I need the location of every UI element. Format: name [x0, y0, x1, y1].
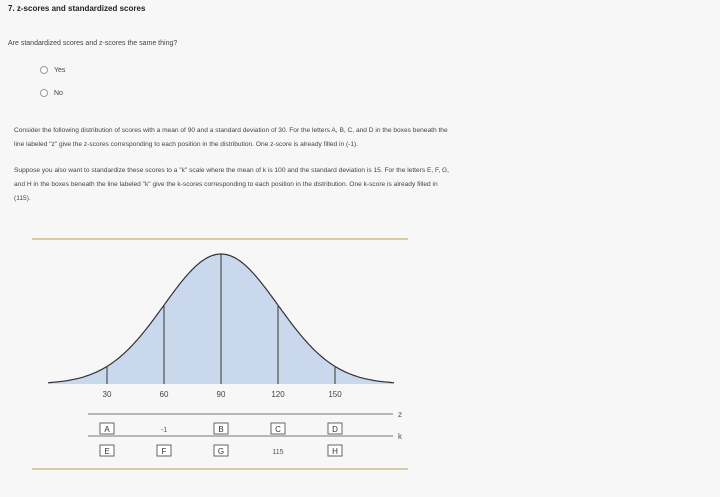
k-axis-label: k	[398, 432, 402, 441]
instructions-z-line2: line labeled "z" give the z-scores corresponding to each position in the distribution. One z-score is already filled in (-1).	[14, 141, 359, 148]
k-box-e-label: E	[104, 447, 110, 456]
question-prompt: Are standardized scores and z-scores the same thing?	[8, 40, 178, 47]
tick-150: 150	[328, 390, 342, 399]
z-box-d-label: D	[332, 425, 338, 434]
instructions-z-line1: Consider the following distribution of scores with a mean of 90 and a standard deviation of 30. For the letters A, B, C, and D in the boxes beneath the	[14, 127, 448, 134]
option-no-label: No	[54, 89, 63, 97]
instructions-k-line2: and H in the boxes beneath the line labeled "k" give the k-scores corresponding to each position in the distribution. One k-score is already filled in	[14, 181, 438, 188]
z-box-c-label: C	[275, 425, 281, 434]
k-box-f-label: F	[161, 447, 167, 456]
z-axis-label: z	[398, 410, 402, 419]
instructions-k-line1: Suppose you also want to standardize these scores to a "k" scale where the mean of k is 100 and the standard deviation is 15. For the letters E, F, G,	[14, 167, 449, 174]
k-box-h-label: H	[332, 447, 338, 456]
question-title: 7. z-scores and standardized scores	[8, 4, 146, 13]
tick-60: 60	[159, 390, 169, 399]
z-box-b-label: B	[218, 425, 224, 434]
k-value-115: 115	[272, 449, 284, 456]
tick-120: 120	[271, 390, 285, 399]
k-box-g-label: G	[217, 447, 225, 456]
instructions-k-line3: (115).	[14, 195, 31, 202]
option-yes-label: Yes	[54, 66, 66, 74]
z-box-a-label: A	[104, 425, 110, 434]
divider-bottom	[32, 468, 408, 470]
tick-30: 30	[102, 390, 112, 399]
tick-90: 90	[216, 390, 226, 399]
z-value-neg1: -1	[160, 427, 168, 434]
